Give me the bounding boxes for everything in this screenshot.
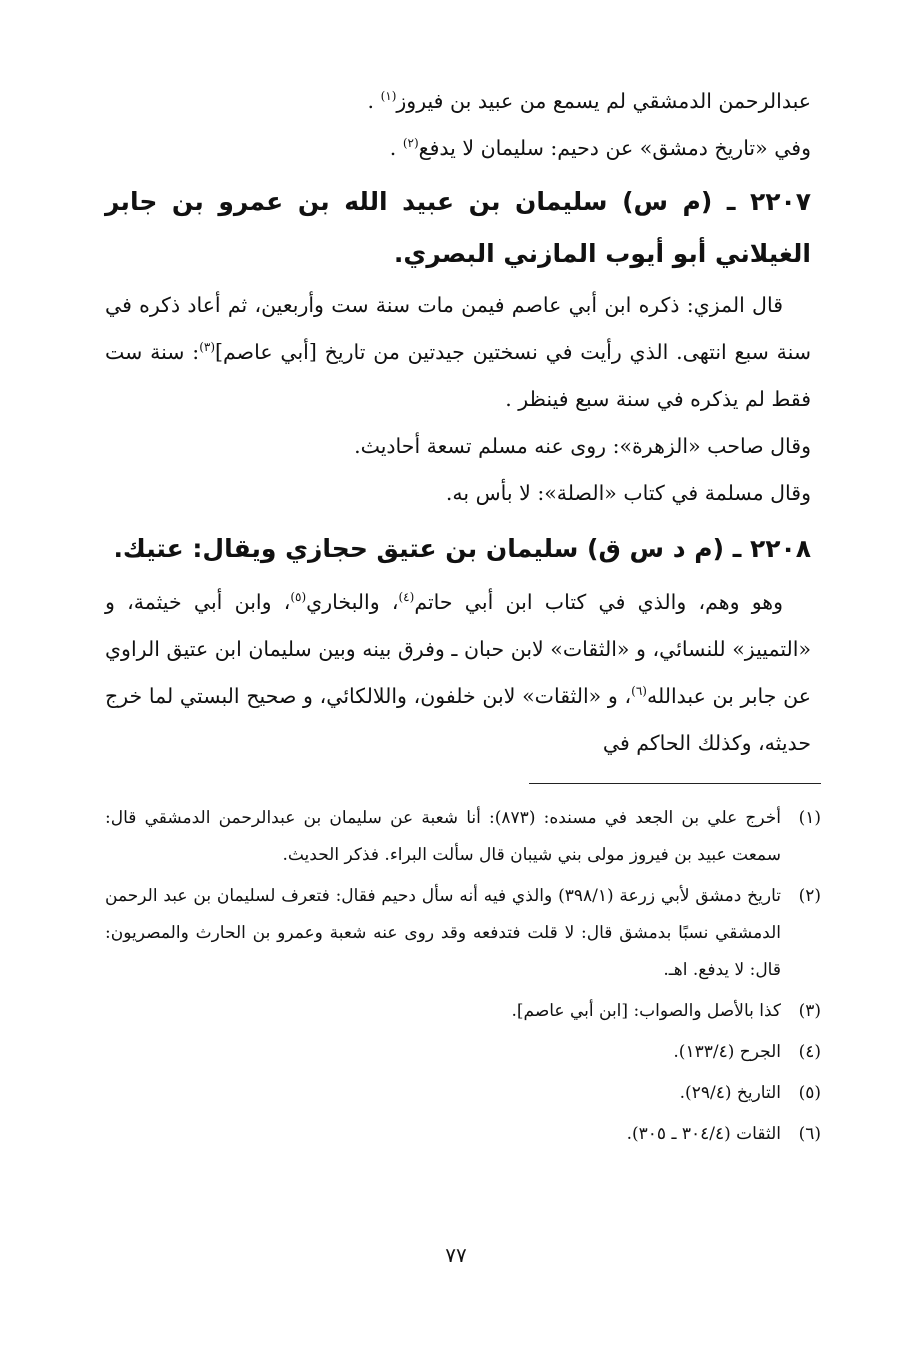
footnote-text: أخرج علي بن الجعد في مسنده: (٨٧٣): أنا شعبة عن سليمان بن عبدالرحمن الدمشقي قال: سمعت عبيد بن فيروز مولى بني شيبان قال سألت البراء. فذكر الحديث. [105,808,781,865]
footnote-ref-3: (٣) [199,340,216,355]
footnote-6 [105,1116,821,1153]
paragraph-text: وقال صاحب «الزهرة»: روى عنه مسلم تسعة أحاديث. [354,434,811,458]
paragraph-text: وفي «تاريخ دمشق» عن دحيم: سليمان لا يدفع [418,136,811,160]
entry-heading-2207: ٢٢٠٧ ـ (م س) سليمان بن عبيد الله بن عمرو بن جابر الغيلاني أبو أيوب المازني البصري. [105,187,811,268]
footnote-ref-2: (٢) [402,136,419,151]
paragraph-text: وهو وهم، والذي في كتاب ابن أبي حاتم [414,590,783,614]
footnote-5 [105,1075,821,1112]
footnote-text: التاريخ (٢٩/٤). [679,1083,781,1103]
footnote-4 [105,1034,821,1071]
paragraph-text: وقال مسلمة في كتاب «الصلة»: لا بأس به. [445,481,811,505]
entry-heading-2208: ٢٢٠٨ ـ (م د س ق) سليمان بن عتيق حجازي ويقال: عتيك. [113,534,811,563]
paragraph-text: : سنة ست فقط لم يذكره في سنة سبع فينظر . [105,340,811,411]
footnote-text: كذا بالأصل والصواب: [ابن أبي عاصم]. [511,1001,781,1021]
footnote-number: (٤) [798,1042,821,1062]
paragraph-1 [105,78,811,125]
paragraph-5 [105,470,811,517]
footnote-ref-1: (١) [380,89,397,104]
footnote-text: تاريخ دمشق لأبي زرعة (٣٩٨/١) والذي فيه أنه سأل دحيم فقال: فتعرف لسليمان بن عبد الرحمن الدمشقي نسبًا بدمشق قال: لا قلت فتدفعه وقد روى عنه شعبة وعمرو بن الحارث والمصريون: قال: لا يدفع. اهـ. [105,886,781,980]
paragraph-6 [105,579,811,767]
main-text [105,78,811,767]
footnote-number: (٣) [798,1001,821,1021]
paragraph-2 [105,125,811,172]
footnote-number: (١) [798,808,821,828]
footnote-text: الثقات (٣٠٤/٤ ـ ٣٠٥). [626,1124,781,1144]
footnote-text: الجرح (١٣٣/٤). [673,1042,781,1062]
paragraph-text: ، وابن أبي خيثمة، و «التمييز» للنسائي، و «الثقات» لابن حبان ـ وفرق بينه وبين سليمان ابن عتيق الراوي عن جابر بن عبدالله [105,590,811,708]
footnote-divider [529,783,821,784]
footnote-3 [105,993,821,1030]
footnote-number: (٦) [798,1124,821,1144]
paragraph-text: ، و «الثقات» لابن خلفون، واللالكائي، و صحيح البستي لما خرج حديثه، وكذلك الحاكم في [105,684,811,755]
footnote-ref-5: (٥) [290,590,307,605]
paragraph-text: ، والبخاري [306,590,399,614]
footnote-number: (٥) [798,1083,821,1103]
footnote-ref-6: (٦) [631,684,647,699]
footnotes [105,800,821,1157]
footnote-number: (٢) [798,886,821,906]
footnote-2 [105,878,821,989]
paragraph-end: . [367,89,381,113]
paragraph-end: . [389,136,403,160]
paragraph-text: قال المزي: ذكره ابن أبي عاصم فيمن مات سنة ست وأربعين، ثم أعاد ذكره في سنة سبع انتهى. الذي رأيت في نسختين جيدتين من تاريخ [أبي عاصم] [105,293,812,364]
footnote-ref-4: (٤) [398,590,415,605]
footnote-1 [105,800,821,874]
paragraph-text: عبدالرحمن الدمشقي لم يسمع من عبيد بن فيروز [396,89,811,113]
paragraph-3 [105,282,811,423]
page-number: ٧٧ [445,1243,467,1267]
paragraph-4 [105,423,811,470]
